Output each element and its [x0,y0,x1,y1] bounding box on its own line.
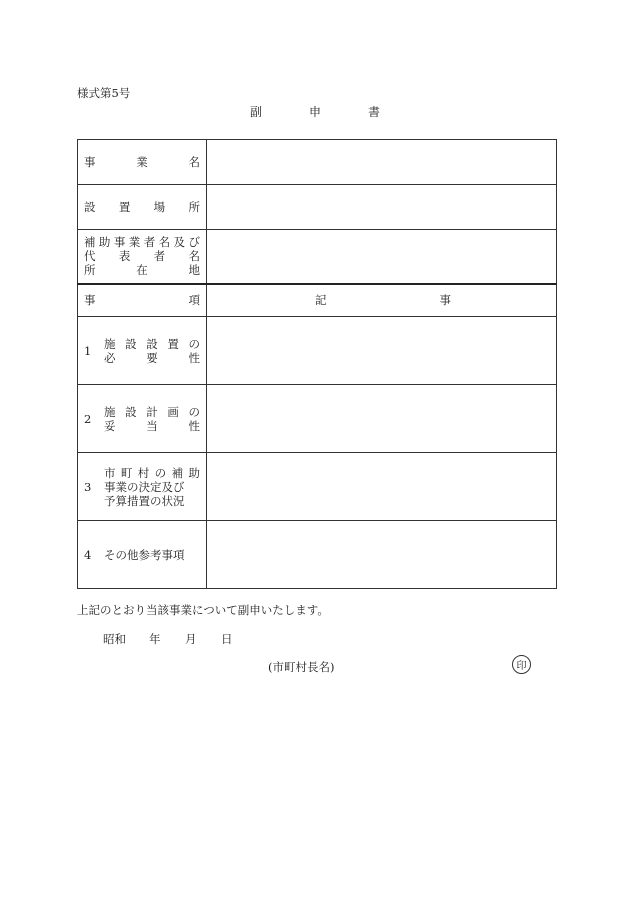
label-line [104,548,200,562]
label-line [78,249,206,263]
label-line [78,200,206,214]
label-char: 場 [153,200,166,214]
application-table [77,139,557,589]
closing-statement: 上記のとおり当該事業について副申いたします。 [77,603,329,617]
year-unit: 年 [149,632,161,646]
label-char: 性 [188,350,200,365]
label-char: 当 [146,418,158,433]
label-char: 名 [188,249,200,264]
header-notes [207,284,557,317]
label-line [104,494,200,508]
label-char: 事 [113,235,126,250]
label-char: 設 [146,336,158,351]
header-char: 項 [188,293,200,308]
title-char: 申 [308,105,321,119]
label-char: 必 [104,350,116,365]
label-char: 及 [173,235,186,250]
item-label [78,317,207,385]
item-number: 4 [84,547,92,562]
item-notes-field[interactable] [207,453,557,521]
table-row [78,140,557,185]
label-char: 業 [128,235,141,250]
table-row [78,453,557,521]
label-char: 設 [84,200,96,214]
label-char: 在 [136,263,148,278]
label-text: 予算措置の状況 [104,493,185,508]
label-char: 妥 [104,418,116,433]
table-row [78,521,557,589]
label-char: 業 [136,155,148,169]
label-line [104,466,200,480]
label-char: 事 [84,155,96,169]
label-char: 補 [84,235,96,250]
label-char: 性 [188,418,200,433]
form-number: 様式第5号 [77,86,131,100]
label-char: 助 [98,235,111,250]
title-char: 書 [367,105,380,119]
item-notes-field[interactable] [207,521,557,589]
item-number: 2 [84,411,92,426]
label-line [78,155,206,169]
label-char: 設 [125,404,137,419]
item-number: 1 [84,343,92,358]
label-char: 表 [118,249,131,264]
label-char: 助 [188,465,200,480]
label-char: 所 [84,263,96,278]
label-text: 事業の決定及び [104,479,185,494]
header-char: 事 [439,293,451,308]
label-char: 要 [146,350,158,365]
label-line [104,480,200,494]
label-char: 計 [146,404,158,419]
label-line [207,292,556,308]
label-char: 名 [158,235,171,250]
date-line [103,631,233,647]
item-label [78,385,207,453]
title-char: 副 [250,105,263,119]
label-char: 村 [137,465,150,480]
label-char: 者 [153,249,166,264]
label-line [104,337,200,351]
label-char: 地 [188,263,200,278]
row-label-operator [78,230,207,284]
label-char: 置 [118,200,131,214]
label-char: 施 [104,336,116,351]
label-char: 市 [104,465,116,480]
label-char: 名 [188,155,200,169]
label-char: 施 [104,404,116,419]
label-char: 補 [171,465,184,480]
row-label-project-name [78,140,207,185]
label-char: の [188,404,200,419]
label-char: の [188,336,200,351]
label-line [78,235,206,249]
label-char: 者 [143,235,156,250]
seal-mark: 印 [512,655,531,674]
label-line [104,419,200,433]
item-label [78,453,207,521]
item-label [78,521,207,589]
item-number: 3 [84,479,92,494]
label-char: 設 [125,336,137,351]
item-notes-field[interactable] [207,385,557,453]
document-title [250,103,380,120]
label-char: の [154,465,167,480]
label-line [78,293,206,307]
signer-name: (市町村長名) [268,660,335,674]
item-notes-field[interactable] [207,317,557,385]
label-char: 置 [167,336,179,351]
month-unit: 月 [185,632,197,646]
label-char: 町 [120,465,133,480]
row-label-location [78,185,207,230]
header-char: 事 [84,293,96,308]
table-row [78,385,557,453]
label-char: 所 [188,200,200,214]
operator-field[interactable] [207,230,557,284]
era-label: 昭和 [103,632,126,646]
label-line [104,351,200,365]
label-line [104,405,200,419]
table-row [78,185,557,230]
location-field[interactable] [207,185,557,230]
table-header-row [78,284,557,317]
table-row [78,230,557,284]
header-char: 記 [315,293,327,308]
label-char: び [188,235,200,250]
label-char: 画 [167,404,179,419]
header-item [78,284,207,317]
label-line [78,263,206,277]
day-unit: 日 [221,632,233,646]
label-char: 代 [84,249,96,264]
label-text: その他参考事項 [104,547,185,562]
table-row [78,317,557,385]
project-name-field[interactable] [207,140,557,185]
